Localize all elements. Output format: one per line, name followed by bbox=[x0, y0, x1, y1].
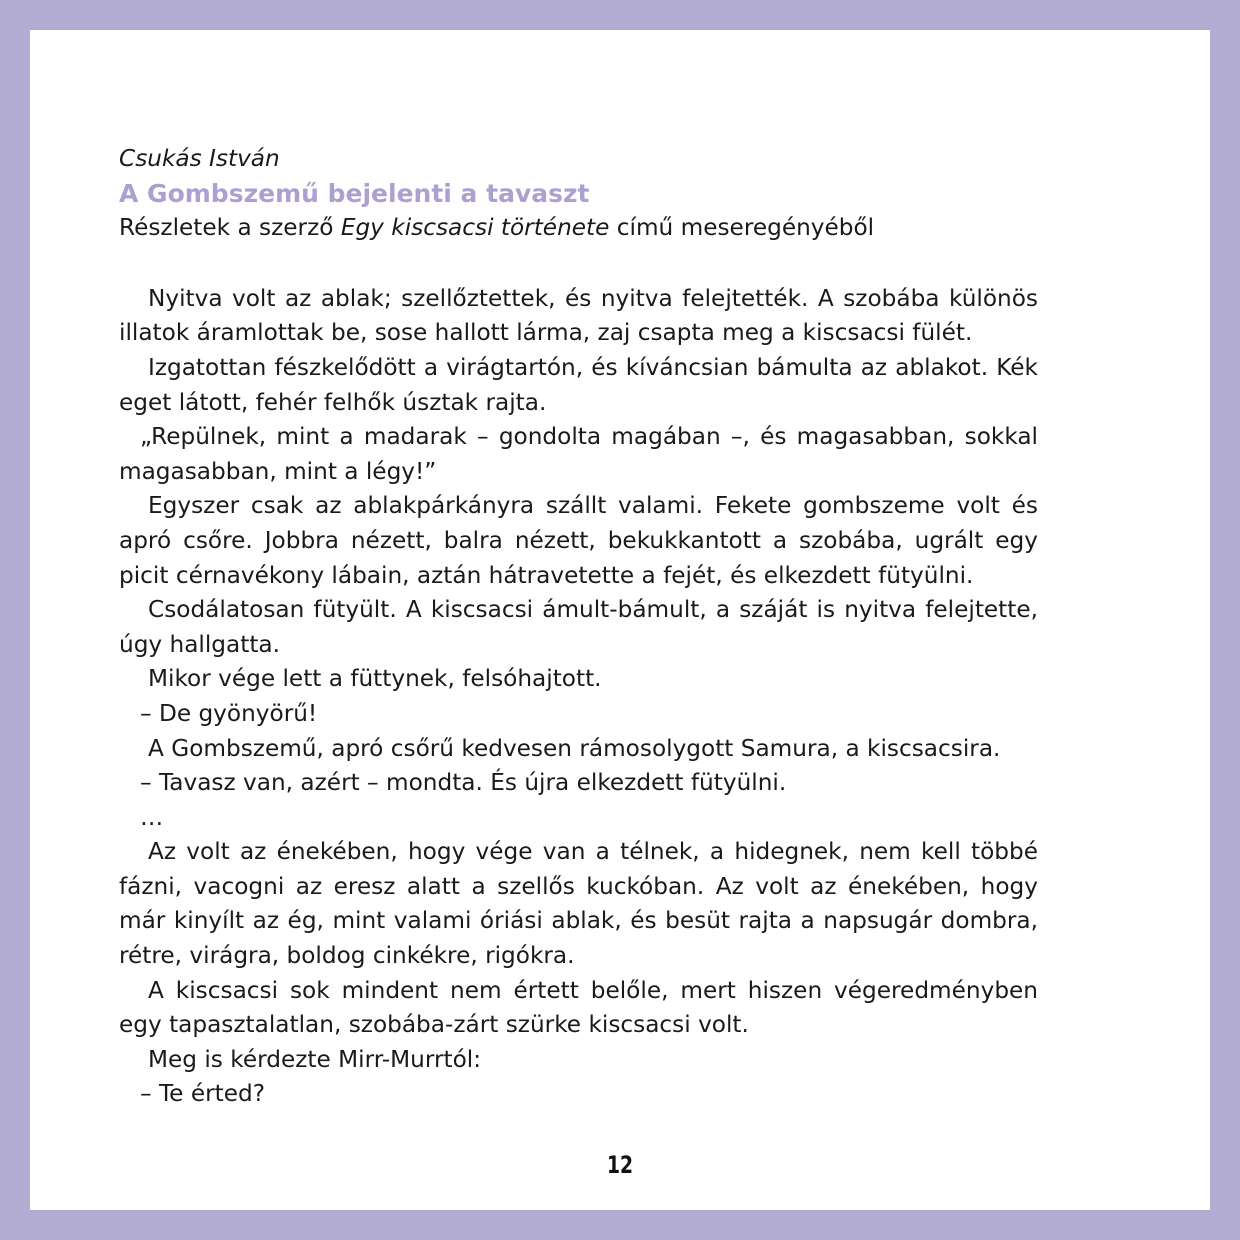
subtitle-prefix: Részletek a szerző bbox=[119, 214, 341, 242]
paragraph: Nyitva volt az ablak; szellőztettek, és nyitva felejtették. A szobába különös illatok áramlottak be, sose hallott lárma, zaj csapta meg a kiscsacsi fülét. bbox=[119, 284, 1038, 347]
paragraph: A Gombszemű, apró csőrű kedvesen rámosolygott Samura, a kiscsacsira. bbox=[148, 734, 1001, 762]
ellipsis-break: … bbox=[140, 803, 164, 831]
paragraph: – De gyönyörű! bbox=[140, 699, 318, 727]
paragraph: Meg is kérdezte Mirr-Murrtól: bbox=[148, 1045, 482, 1073]
paragraph: Csodálatosan fütyült. A kiscsacsi ámult-bámult, a száját is nyitva felejtette, úgy hallgatta. bbox=[119, 596, 1038, 658]
paragraph: A kiscsacsi sok mindent nem értett belőle, mert hiszen végeredményben egy tapasztalatlan, szobába-zárt szürke kiscsacsi volt. bbox=[119, 976, 1038, 1039]
paragraph: Izgatottan fészkelődött a virágtartón, és kíváncsian bámulta az ablakot. Kék eget látott, fehér felhők úsztak rajta. bbox=[119, 353, 1038, 416]
paragraph: Mikor vége lett a füttynek, felsóhajtott. bbox=[148, 665, 602, 693]
book-page bbox=[30, 30, 1210, 1210]
paragraph: Egyszer csak az ablakpárkányra szállt valami. Fekete gombszeme volt és apró csőre. Jobbra nézett, balra nézett, bekukkantott a szobába, ugrált egy picit cérnavékony lábain, aztán hátravetette a fejét, és elkezdett fütyülni. bbox=[119, 492, 1038, 589]
author-name: Csukás István bbox=[119, 145, 280, 172]
page-content bbox=[119, 142, 1038, 1112]
subtitle-book-title: Egy kiscsacsi története bbox=[340, 214, 610, 242]
paragraph: – Te érted? bbox=[140, 1080, 266, 1108]
paragraph: Az volt az énekében, hogy vége van a télnek, a hidegnek, nem kell többé fázni, vacogni az eresz alatt a szellős kuckóban. Az volt az énekében, hogy már kinyílt az ég, mint valami óriási ablak, és besüt rajta a napsugár dombra, rétre, virágra, boldog cinkékre, rigókra. bbox=[119, 838, 1038, 970]
subtitle-suffix: című meseregényéből bbox=[609, 214, 875, 242]
paragraph: „Repülnek, mint a madarak – gondolta magában –, és magasabban, sokkal magasabban, mint a légy!” bbox=[119, 423, 1038, 485]
paragraph: – Tavasz van, azért – mondta. És újra elkezdett fütyülni. bbox=[140, 769, 787, 797]
story-subtitle bbox=[119, 211, 1038, 246]
story-title: A Gombszemű bejelenti a tavaszt bbox=[119, 178, 590, 208]
spacer bbox=[119, 246, 1038, 282]
page-number: 12 bbox=[606, 1151, 634, 1179]
